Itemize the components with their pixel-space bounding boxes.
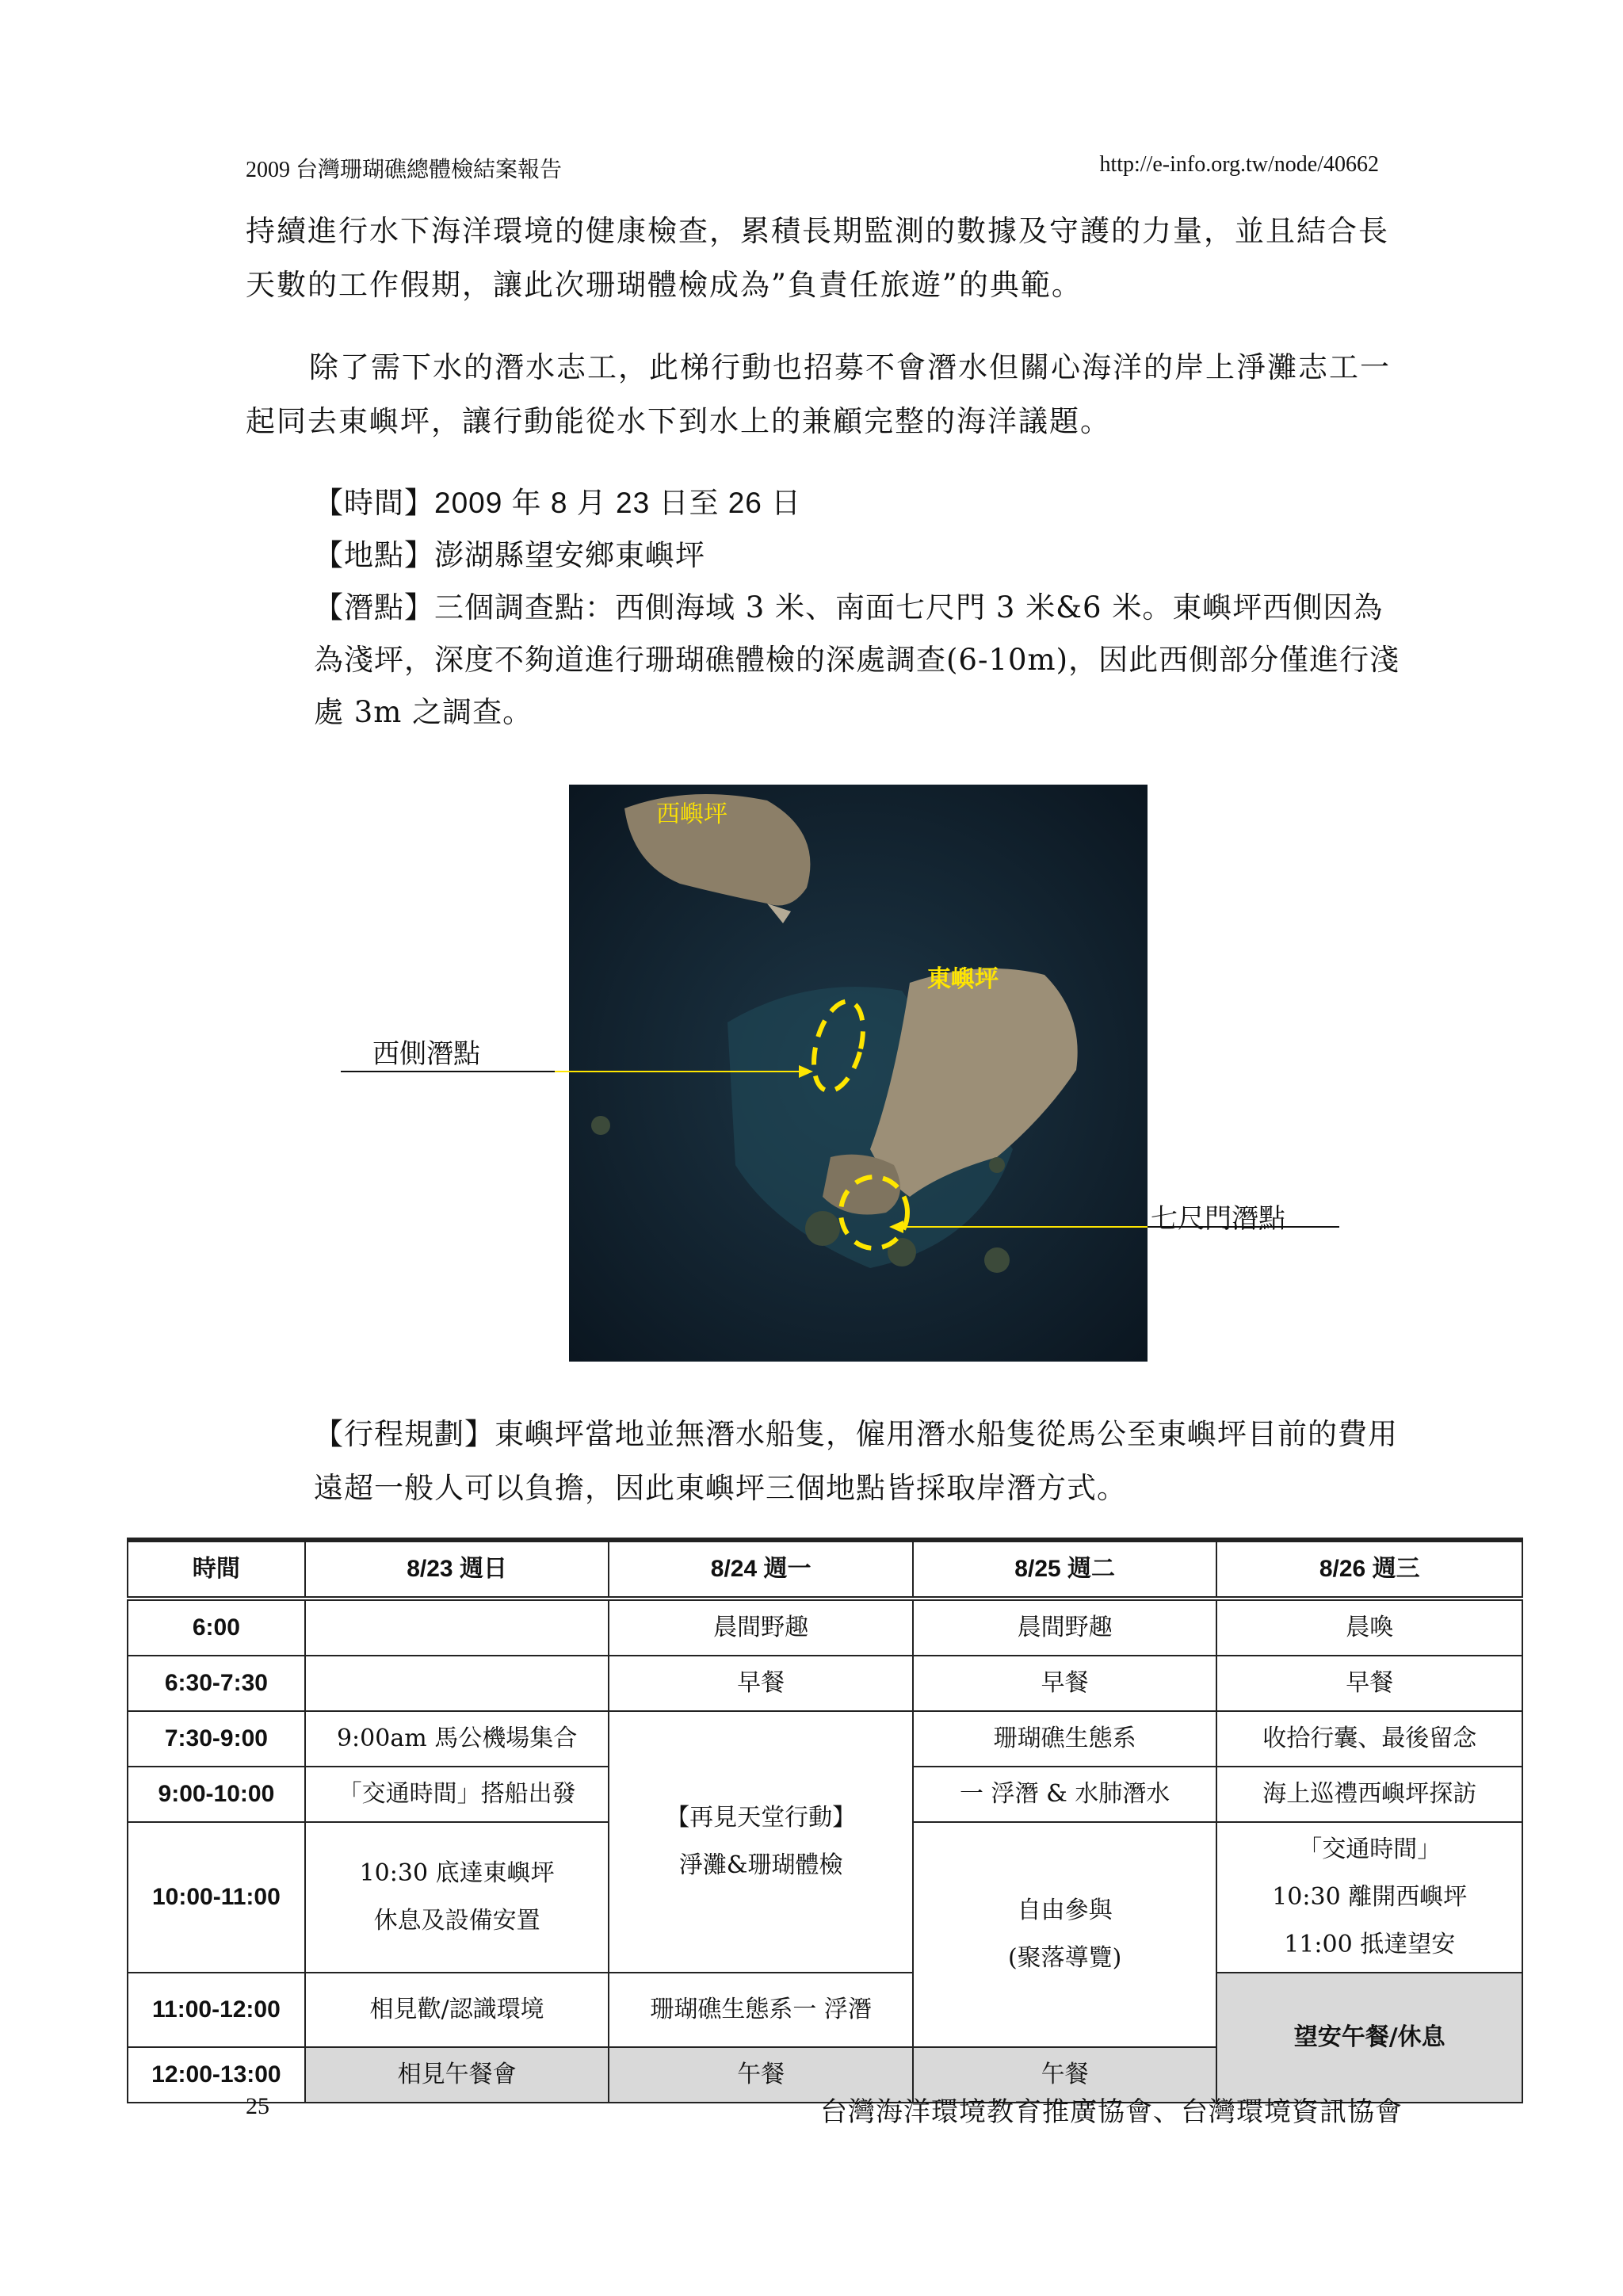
day1-cell: 9:00am 馬公機場集合	[305, 1711, 609, 1767]
day1-setup: 休息及設備安置	[373, 1907, 540, 1935]
info-dive-sites	[314, 582, 1407, 739]
time-cell: 9:00-10:00	[128, 1767, 305, 1822]
time-cell: 7:30-9:00	[128, 1711, 305, 1767]
report-title: 2009 台灣珊瑚礁總體檢結案報告	[246, 158, 563, 182]
header-day4: 8/26 週三	[1216, 1541, 1522, 1599]
header-time: 時間	[128, 1541, 305, 1599]
day4-cell	[1216, 1822, 1522, 1973]
info-time-label: 【時間】	[314, 486, 434, 520]
table-row	[128, 1973, 1522, 2047]
day3-free-title: 自由參與	[1017, 1897, 1113, 1924]
day3-free-subtitle: (聚落導覽)	[1007, 1944, 1122, 1972]
day3-cell: 一 浮潛 & 水肺潛水	[913, 1767, 1217, 1822]
schedule-table	[127, 1541, 1523, 2103]
day4-cell: 晨喚	[1216, 1599, 1522, 1656]
day2-cell: 早餐	[609, 1656, 913, 1711]
day3-free-cell	[913, 1822, 1217, 2047]
day3-cell: 晨間野趣	[913, 1599, 1217, 1656]
plan-text: 東嶼坪當地並無潛水船隻，僱用潛水船隻從馬公至東嶼坪目前的費用遠超一般人可以負擔，因此東嶼坪三個地點皆採取岸潛方式。	[314, 1417, 1398, 1505]
day3-cell: 早餐	[913, 1656, 1217, 1711]
info-dive-label: 【潛點】	[314, 590, 434, 625]
table-row	[128, 1711, 1522, 1767]
day4-cell: 早餐	[1216, 1656, 1522, 1711]
header-day3: 8/25 週二	[913, 1541, 1217, 1599]
day1-cell: 相見歡/認識環境	[305, 1973, 609, 2047]
time-cell: 12:00-13:00	[128, 2047, 305, 2103]
day2-block-title: 【再見天堂行動】	[666, 1804, 857, 1832]
time-cell: 6:30-7:30	[128, 1656, 305, 1711]
day3-cell: 午餐	[913, 2047, 1217, 2103]
header-day2: 8/24 週一	[609, 1541, 913, 1599]
day2-cell: 珊瑚礁生態系一 浮潛	[609, 1973, 913, 2047]
time-cell: 11:00-12:00	[128, 1973, 305, 2047]
itinerary-plan	[314, 1408, 1407, 1515]
day4-depart: 10:30 離開西嶼坪	[1272, 1883, 1468, 1911]
day1-arrival: 10:30 底達東嶼坪	[359, 1859, 555, 1887]
info-time	[314, 477, 1407, 529]
day1-cell	[305, 1599, 609, 1656]
label-west-island: 西嶼坪	[656, 800, 727, 828]
day4-lunch-cell: 望安午餐/休息	[1216, 1973, 1522, 2103]
day3-cell: 珊瑚礁生態系	[913, 1711, 1217, 1767]
day1-cell	[305, 1656, 609, 1711]
table-row	[128, 1656, 1522, 1711]
day2-block-cell	[609, 1711, 913, 1973]
time-cell: 6:00	[128, 1599, 305, 1656]
callout-qichimen-dive-site: 七尺門潛點	[1151, 1203, 1285, 1235]
paragraph-volunteers: 除了需下水的潛水志工，此梯行動也招募不會潛水但關心海洋的岸上淨灘志工一起同去東嶼坪，讓行動能從水下到水上的兼顧完整的海洋議題。	[246, 350, 1391, 438]
day2-block-subtitle: 淨灘&珊瑚體檢	[678, 1851, 843, 1879]
time-cell: 10:00-11:00	[128, 1822, 305, 1973]
map-graphic	[569, 785, 1148, 1362]
footer-organizations: 台灣海洋環境教育推廣協會、台灣環境資訊協會	[820, 2096, 1403, 2128]
day1-cell	[305, 1822, 609, 1973]
info-dive-value: 三個調查點：西側海域 3 米、南面七尺門 3 米&6 米。東嶼坪西側因為為淺坪，深度不夠道進行珊瑚礁體檢的深處調查(6-10m)，因此西側部分僅進行淺處 3m 之調查。	[314, 590, 1400, 729]
table-header-row	[128, 1541, 1522, 1599]
day4-cell: 海上巡禮西嶼坪探訪	[1216, 1767, 1522, 1822]
page-number: 25	[246, 2093, 269, 2119]
day1-cell: 「交通時間」搭船出發	[305, 1767, 609, 1822]
table-row	[128, 1599, 1522, 1656]
header-day1: 8/23 週日	[305, 1541, 609, 1599]
day4-transport: 「交通時間」	[1298, 1836, 1442, 1863]
info-place-label: 【地點】	[314, 538, 434, 572]
source-url[interactable]: http://e-info.org.tw/node/40662	[1099, 152, 1379, 177]
callout-west-dive-site: 西側潛點	[372, 1038, 480, 1070]
day4-cell: 收拾行囊、最後留念	[1216, 1711, 1522, 1767]
day2-cell: 晨間野趣	[609, 1599, 913, 1656]
plan-label: 【行程規劃】	[314, 1417, 495, 1451]
info-place	[314, 529, 1407, 582]
day4-arrive: 11:00 抵達望安	[1284, 1931, 1456, 1958]
day1-cell: 相見午餐會	[305, 2047, 609, 2103]
info-time-value: 2009 年 8 月 23 日至 26 日	[434, 487, 802, 519]
day2-cell: 午餐	[609, 2047, 913, 2103]
satellite-map	[569, 785, 1148, 1362]
paragraph-intro: 持續進行水下海洋環境的健康檢查，累積長期監測的數據及守護的力量，並且結合長天數的工作假期，讓此次珊瑚體檢成為”負責任旅遊”的典範。	[246, 214, 1389, 302]
label-east-island: 東嶼坪	[927, 965, 999, 993]
info-place-value: 澎湖縣望安鄉東嶼坪	[434, 538, 705, 572]
